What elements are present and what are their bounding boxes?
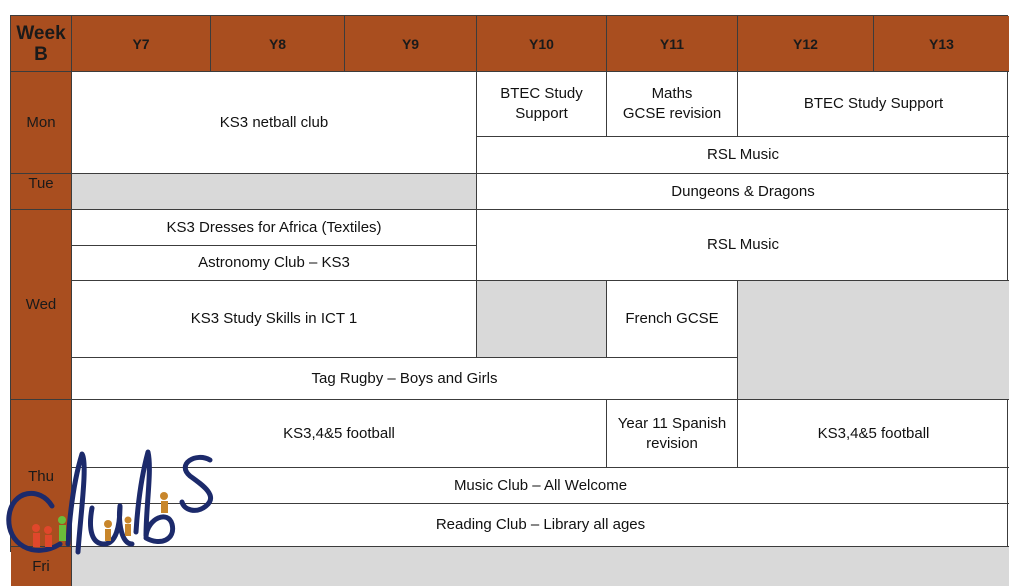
day-monday: Mon [11, 72, 72, 174]
year-header-y9: Y9 [345, 16, 477, 72]
club-dungeons-dragons: Dungeons & Dragons [477, 174, 1009, 210]
club-btec-study-support-y10: BTEC Study Support [477, 72, 607, 137]
day-thursday: Thu [11, 400, 72, 547]
clubs-logo [0, 440, 250, 576]
club-music: Music Club – All Welcome [72, 468, 1009, 504]
club-rsl-music-wednesday: RSL Music [477, 210, 1009, 281]
club-reading: Reading Club – Library all ages [72, 504, 1009, 547]
day-wednesday: Wed [11, 210, 72, 400]
year-header-y13: Y13 [874, 16, 1009, 72]
year-header-y10: Y10 [477, 16, 607, 72]
club-ks3-netball: KS3 netball club [72, 72, 477, 174]
empty-slot [738, 281, 1009, 400]
year-header-y7: Y7 [72, 16, 211, 72]
club-btec-study-support-y12: BTEC Study Support [738, 72, 1009, 137]
day-tuesday: Tue [11, 174, 72, 210]
club-french-gcse: French GCSE [607, 281, 738, 358]
club-maths-gcse-revision: Maths GCSE revision [607, 72, 738, 137]
week-label: Week B [11, 16, 72, 72]
club-ks3-study-skills-ict: KS3 Study Skills in ICT 1 [72, 281, 477, 358]
year-header-y12: Y12 [738, 16, 874, 72]
club-spanish-revision: Year 11 Spanish revision [607, 400, 738, 468]
club-tag-rugby: Tag Rugby – Boys and Girls [72, 358, 738, 400]
club-rsl-music-monday: RSL Music [477, 137, 1009, 174]
empty-slot [72, 174, 477, 210]
year-header-y11: Y11 [607, 16, 738, 72]
day-friday: Fri [11, 547, 72, 586]
club-football-upper: KS3,4&5 football [738, 400, 1009, 468]
club-astronomy: Astronomy Club – KS3 [72, 246, 477, 281]
club-football-lower: KS3,4&5 football [72, 400, 607, 468]
year-header-y8: Y8 [211, 16, 345, 72]
club-dresses-for-africa: KS3 Dresses for Africa (Textiles) [72, 210, 477, 246]
empty-slot [477, 281, 607, 358]
